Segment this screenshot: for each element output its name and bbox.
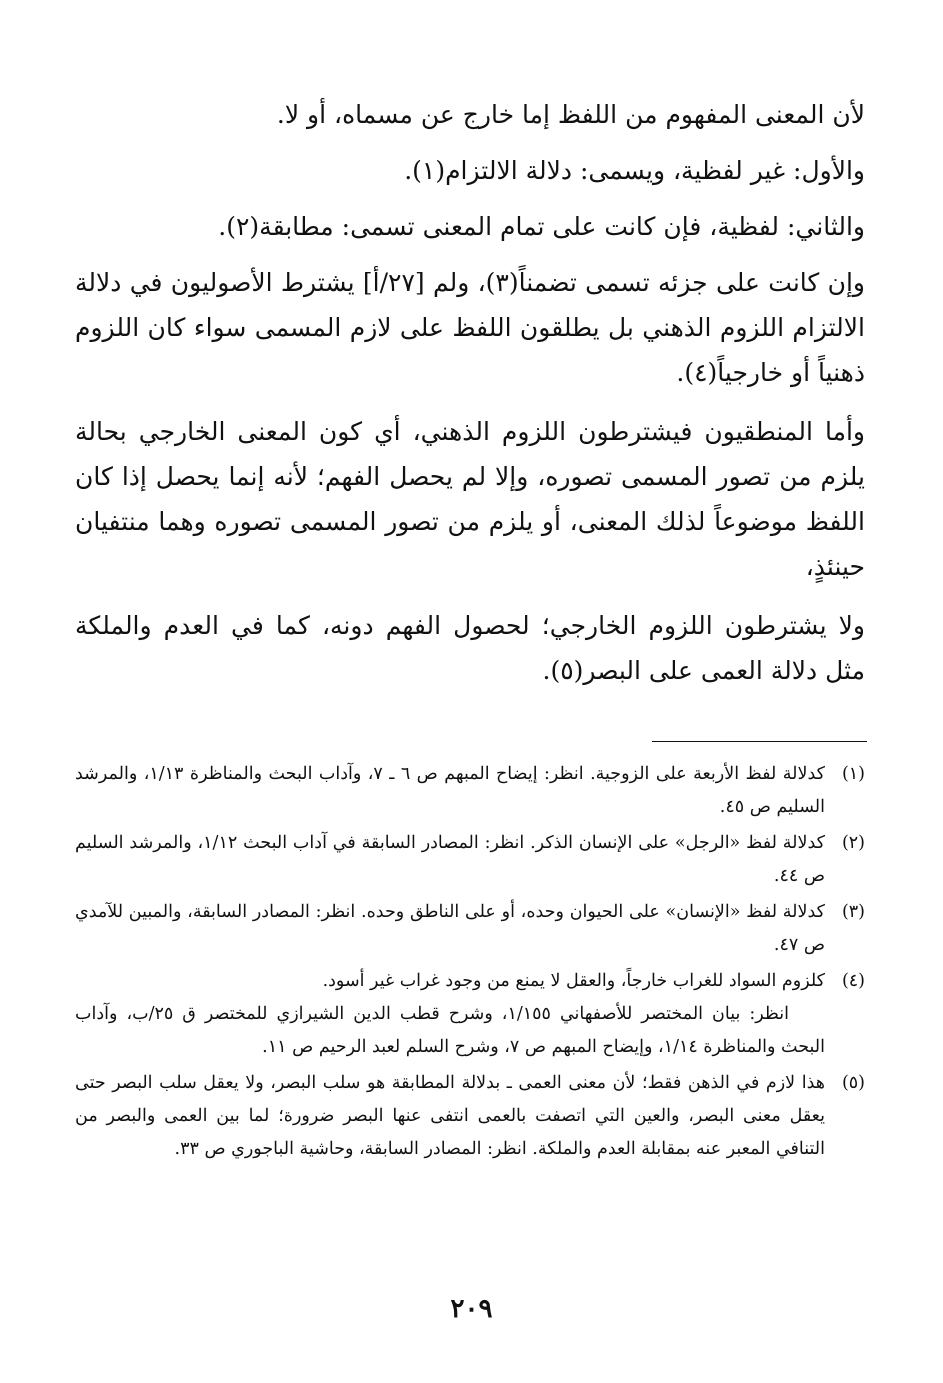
footnote-line: كلزوم السواد للغراب خارجاً، والعقل لا يمنع من وجود غراب غير أسود. <box>322 971 825 991</box>
footnote <box>75 827 865 893</box>
footnote-text <box>75 758 825 824</box>
footnote-number: (٥) <box>841 1073 865 1093</box>
paragraph: لأن المعنى المفهوم من اللفظ إما خارج عن مسماه، أو لا. <box>276 100 865 129</box>
footnote-text <box>75 896 825 962</box>
footnote-line: كدلالة لفظ الأربعة على الزوجية. انظر: إيضاح المبهم ص ٦ ـ ٧، وآداب البحث والمناظرة ١/١٣، والمرشد السليم ص ٤٥. <box>75 764 825 817</box>
footnote-number: (٤) <box>841 971 865 991</box>
paragraph: والأول: غير لفظية، ويسمى: دلالة الالتزام(١). <box>404 156 865 185</box>
footnote-number: (١) <box>841 764 865 784</box>
paragraph: وإن كانت على جزئه تسمى تضمناً(٣)، ولم [٢٧/أ] يشترط الأصوليون في دلالة الالتزام اللزوم الذهني بل يطلقون اللفظ على لازم المسمى سواء كان اللزوم ذهنياً أو خارجياً(٤). <box>75 268 865 387</box>
footnote <box>75 758 865 824</box>
footnote-separator <box>652 741 867 742</box>
paragraph: وأما المنطقيون فيشترطون اللزوم الذهني، أي كون المعنى الخارجي بحالة يلزم من تصور المسمى تصوره، وإلا لم يحصل الفهم؛ لأنه إنما يحصل إذا كان اللفظ موضوعاً لذلك المعنى، أو يلزم من تصور المسمى تصوره وهما منتفيان حينئذٍ، <box>75 417 865 581</box>
paragraph: والثاني: لفظية، فإن كانت على تمام المعنى تسمى: مطابقة(٢). <box>218 212 865 241</box>
footnote <box>75 965 865 1064</box>
paragraph: ولا يشترطون اللزوم الخارجي؛ لحصول الفهم دونه، كما في العدم والملكة مثل دلالة العمى على البصر(٥). <box>75 611 865 685</box>
footnote-number: (٣) <box>841 902 865 922</box>
main-text <box>75 92 865 707</box>
footnote <box>75 896 865 962</box>
footnote-text <box>75 827 825 893</box>
footnote-line: هذا لازم في الذهن فقط؛ لأن معنى العمى ـ بدلالة المطابقة هو سلب البصر، ولا يعقل سلب البصر حتى يعقل معنى البصر، والعين التي اتصفت بالعمى انتفى عنها البصر ضرورة؛ لما بين العمى والبصر من التنافي المعبر عنه بمقابلة العدم والملكة. انظر: المصادر السابقة، وحاشية الباجوري ص ٣٣. <box>75 1073 825 1159</box>
footnote-number: (٢) <box>841 833 865 853</box>
footnote-line: كدلالة لفظ «الرجل» على الإنسان الذكر. انظر: المصادر السابقة في آداب البحث ١/١٢، والمرشد السليم ص ٤٤. <box>75 833 825 886</box>
footnote-line: كدلالة لفظ «الإنسان» على الحيوان وحده، أو على الناطق وحده. انظر: المصادر السابقة، والمبين للآمدي ص ٤٧. <box>75 902 825 955</box>
page-number: ٢٠٩ <box>450 1294 493 1324</box>
footnote <box>75 1067 865 1166</box>
footnote-line: انظر: بيان المختصر للأصفهاني ١/١٥٥، وشرح قطب الدين الشيرازي للمختصر ق ٢٥/ب، وآداب البحث والمناظرة ١/١٤، وإيضاح المبهم ص ٧، وشرح السلم لعبد الرحيم ص ١١. <box>75 1004 825 1057</box>
footnote-text <box>75 965 825 1064</box>
footnote-text <box>75 1067 825 1166</box>
footnotes <box>75 758 865 1169</box>
